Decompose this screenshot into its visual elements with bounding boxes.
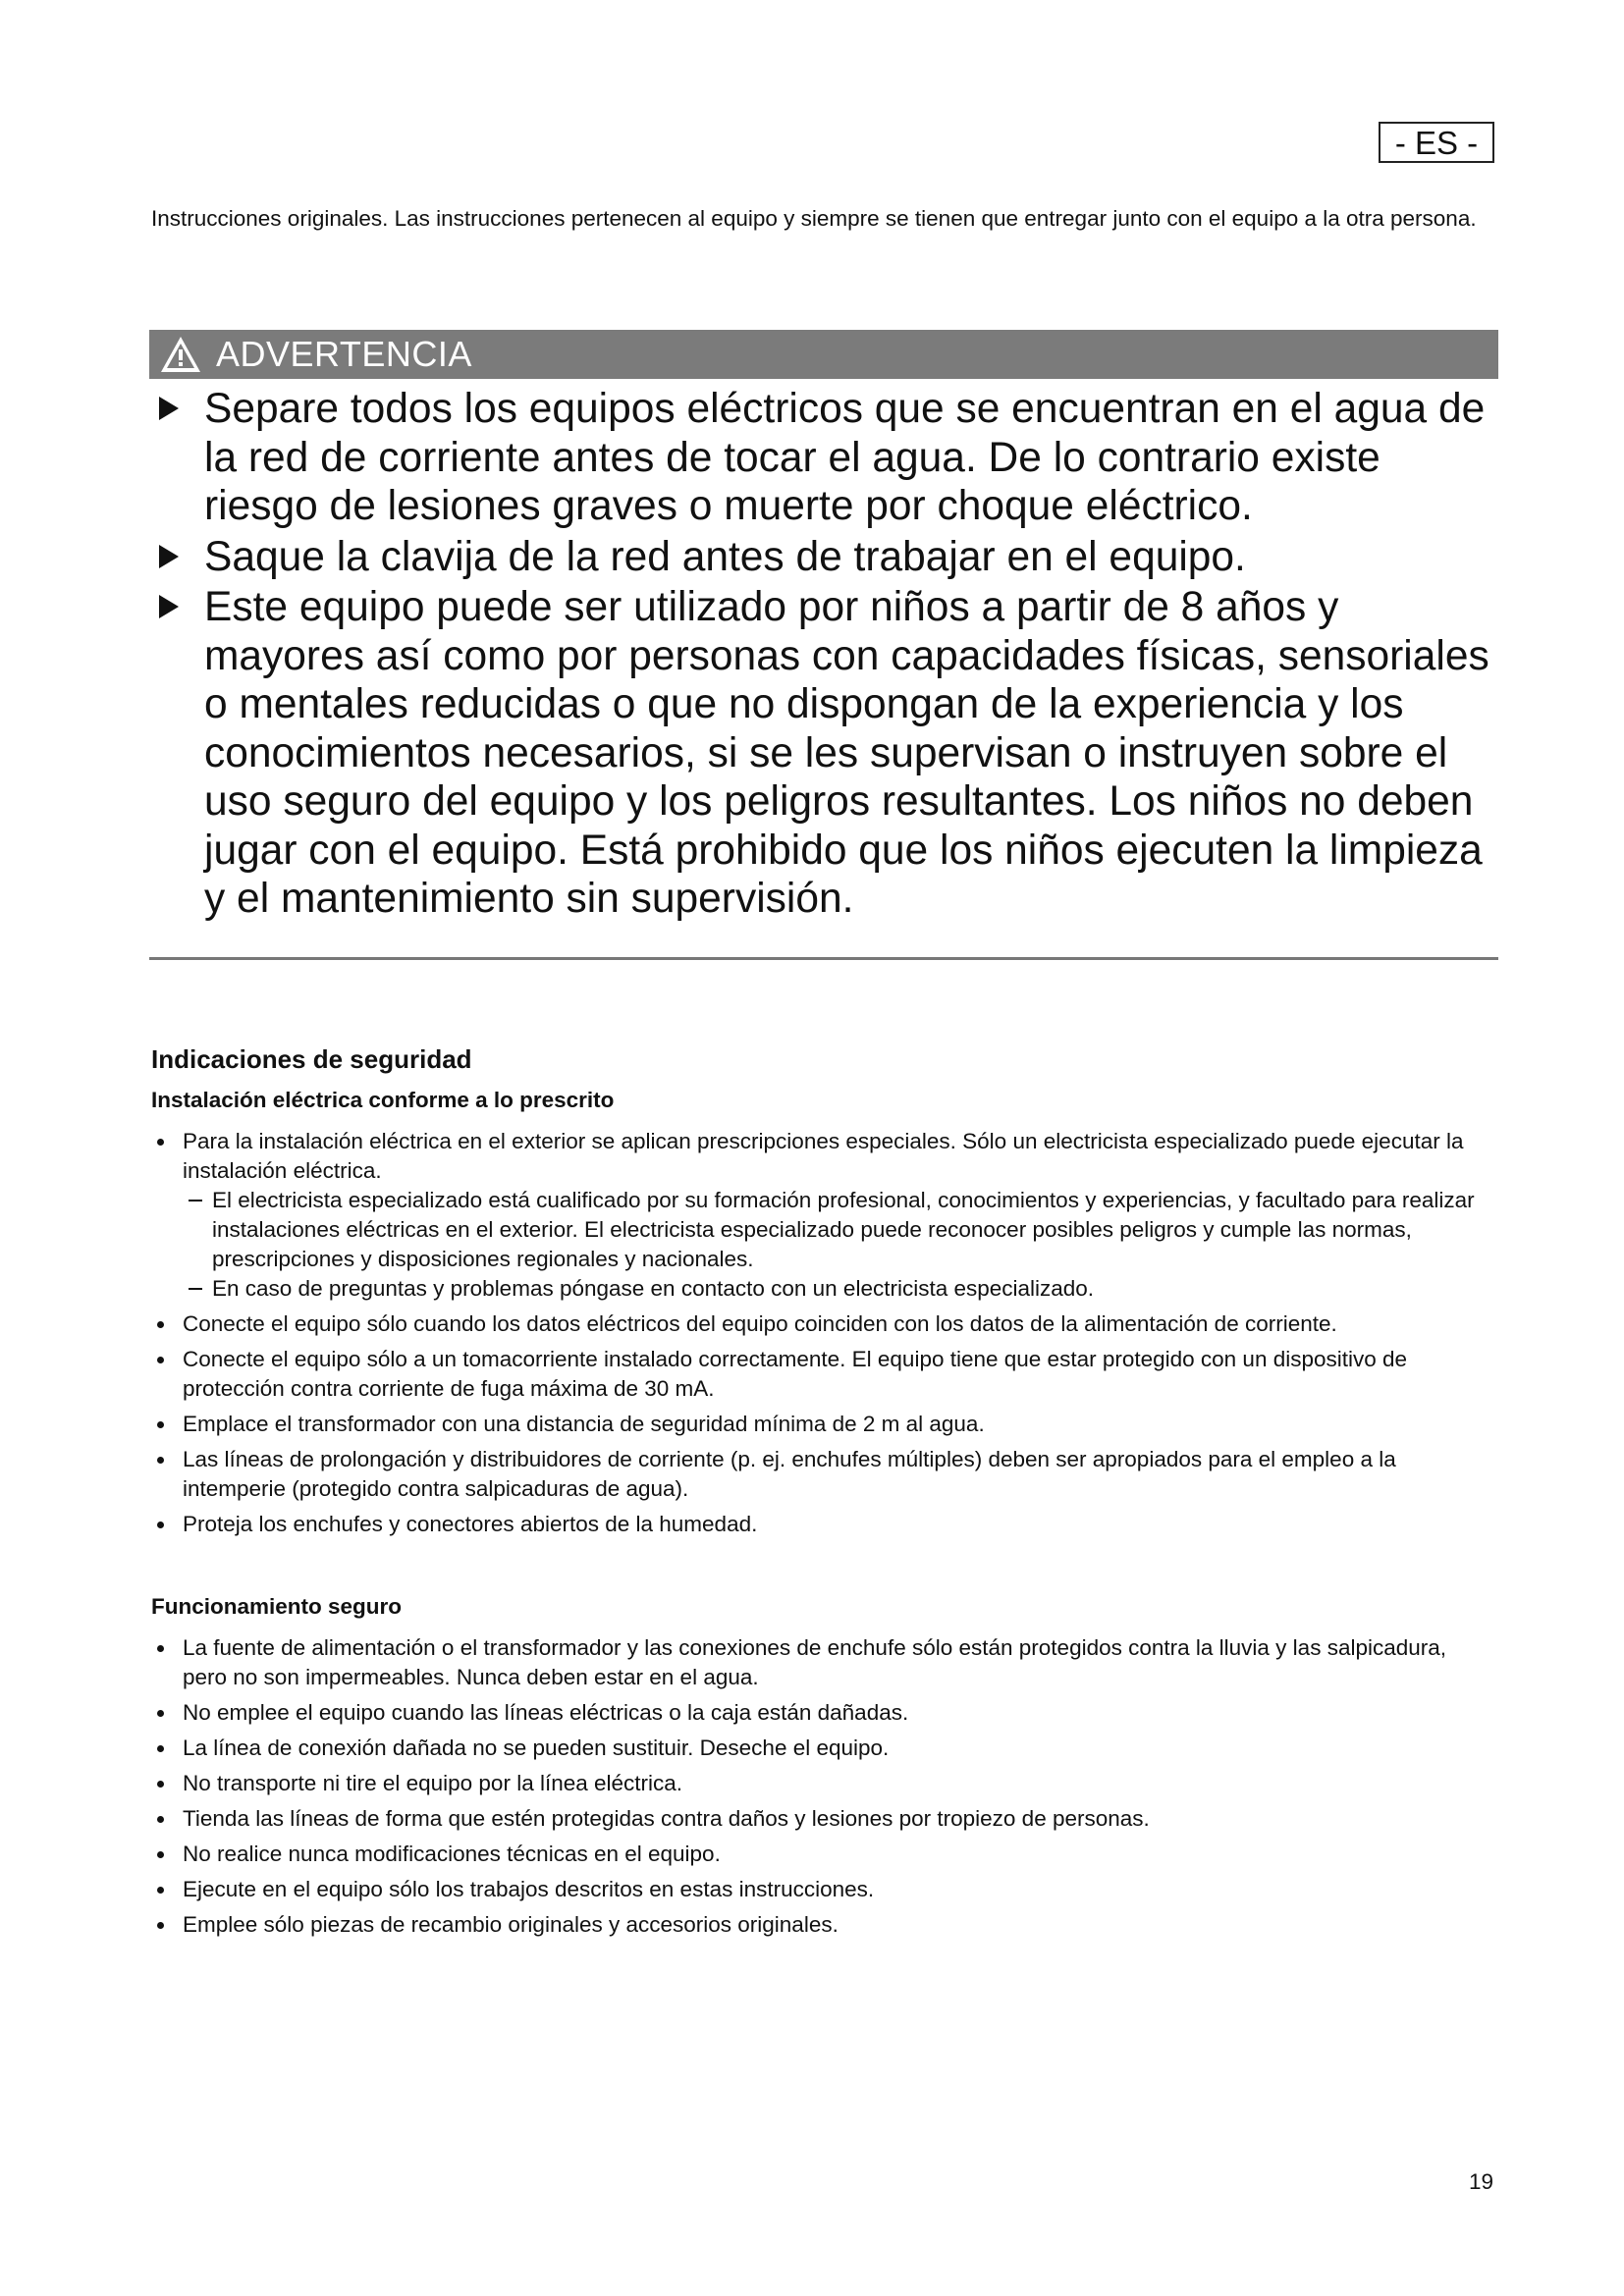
list-item (151, 1840, 1487, 1869)
list-item-text: No realice nunca modificaciones técnicas en el equipo. (183, 1842, 721, 1866)
list-item (151, 1875, 1487, 1904)
warning-item (157, 583, 1502, 924)
arrow-right-icon (159, 545, 179, 568)
dash-icon (189, 1200, 202, 1201)
section-heading: Indicaciones de seguridad (151, 1044, 472, 1074)
bullet-icon (157, 1357, 164, 1363)
bullet-icon (157, 1457, 164, 1464)
warning-triangle-icon (159, 335, 202, 374)
list-item (151, 1698, 1487, 1728)
bullet-icon (157, 1710, 164, 1717)
bullet-icon (157, 1922, 164, 1929)
list-item (151, 1910, 1487, 1940)
list-item-text: Proteja los enchufes y conectores abiertos de la humedad. (183, 1512, 758, 1536)
list-item (151, 1410, 1487, 1439)
list-item (151, 1309, 1487, 1339)
arrow-right-icon (159, 397, 179, 420)
list-item-text: Las líneas de prolongación y distribuidores de corriente (p. ej. enchufes múltiples) deben ser apropiados para el empleo a la intemperie (protegido contra salpicaduras de agua). (183, 1447, 1396, 1501)
bullet-icon (157, 1745, 164, 1752)
list-item-text: Emplee sólo piezas de recambio originales y accesorios originales. (183, 1912, 839, 1937)
warning-list (157, 385, 1502, 926)
bullet-icon (157, 1321, 164, 1328)
bullet-icon (157, 1781, 164, 1788)
language-badge: - ES - (1379, 122, 1494, 163)
subsection-heading-operation: Funcionamiento seguro (151, 1594, 403, 1619)
arrow-right-icon (159, 595, 179, 618)
list-item (151, 1633, 1487, 1692)
bullet-icon (157, 1139, 164, 1146)
warning-divider (149, 957, 1498, 960)
list-item (151, 1345, 1487, 1404)
bullet-icon (157, 1816, 164, 1823)
list-item (151, 1127, 1487, 1304)
list-item (151, 1804, 1487, 1834)
intro-paragraph: Instrucciones originales. Las instrucciones pertenecen al equipo y siempre se tienen que entregar junto con el equipo a la otra persona. (151, 206, 1477, 231)
list-item-text: Conecte el equipo sólo a un tomacorriente instalado correctamente. El equipo tiene que estar protegido con un dispositivo de protección contra corriente de fuga máxima de 30 mA. (183, 1347, 1408, 1401)
list-item (151, 1769, 1487, 1798)
warning-item (157, 533, 1502, 582)
sub-item-text: En caso de preguntas y problemas póngase en contacto con un electricista especializado. (212, 1276, 1095, 1301)
bullet-icon (157, 1645, 164, 1652)
page-number: 19 (1469, 2169, 1494, 2194)
list-item-text: No emplee el equipo cuando las líneas eléctricas o la caja están dañadas. (183, 1700, 909, 1725)
warning-title: ADVERTENCIA (216, 334, 472, 374)
warning-item-text: Saque la clavija de la red antes de trabajar en el equipo. (204, 533, 1246, 580)
list-item-text: Tienda las líneas de forma que estén protegidas contra daños y lesiones por tropiezo de personas. (183, 1806, 1150, 1831)
sub-list-item (183, 1186, 1487, 1274)
dash-icon (189, 1288, 202, 1290)
bullet-icon (157, 1851, 164, 1858)
sub-list-item (183, 1274, 1487, 1304)
bullet-icon (157, 1421, 164, 1428)
subsection-heading-electrical: Instalación eléctrica conforme a lo prescrito (151, 1088, 615, 1112)
list-item (151, 1734, 1487, 1763)
list-item (151, 1510, 1487, 1539)
warning-item (157, 385, 1502, 531)
warning-item-text: Separe todos los equipos eléctricos que se encuentran en el agua de la red de corriente antes de tocar el agua. De lo contrario existe riesgo de lesiones graves o muerte por choque eléctrico. (204, 386, 1486, 529)
list-item (151, 1445, 1487, 1504)
list-item-text: Para la instalación eléctrica en el exterior se aplican prescripciones especiales. Sólo un electricista especializado puede ejecutar la instalación eléctrica. (183, 1129, 1464, 1183)
sub-item-text: El electricista especializado está cualificado por su formación profesional, conocimientos y experiencias, y facultado para realizar instalaciones eléctricas en el exterior. El electricista especializado puede reconocer posibles peligros y cumple las normas, prescripciones y disposiciones regionales y nacionales. (212, 1188, 1475, 1271)
list-item-text: La línea de conexión dañada no se pueden sustituir. Deseche el equipo. (183, 1735, 890, 1760)
bullet-icon (157, 1887, 164, 1894)
electrical-list (151, 1127, 1487, 1545)
operation-list (151, 1633, 1487, 1946)
warning-header (149, 330, 1498, 379)
bullet-icon (157, 1522, 164, 1528)
warning-item-text: Este equipo puede ser utilizado por niños a partir de 8 años y mayores así como por personas con capacidades físicas, sensoriales o mentales reducidas o que no dispongan de la experiencia y los conocimientos necesarios, si se les supervisan o instruyen sobre el uso seguro del equipo y los peligros resultantes. Los niños no deben jugar con el equipo. Está prohibido que los niños ejecuten la limpieza y el mantenimiento sin supervisión. (204, 584, 1489, 922)
list-item-text: Conecte el equipo sólo cuando los datos eléctricos del equipo coinciden con los datos de la alimentación de corriente. (183, 1311, 1337, 1336)
list-item-text: No transporte ni tire el equipo por la línea eléctrica. (183, 1771, 683, 1795)
list-item-text: La fuente de alimentación o el transformador y las conexiones de enchufe sólo están protegidos contra la lluvia y las salpicadura, pero no son impermeables. Nunca deben estar en el agua. (183, 1635, 1447, 1689)
sub-list (183, 1186, 1487, 1304)
list-item-text: Emplace el transformador con una distancia de seguridad mínima de 2 m al agua. (183, 1412, 985, 1436)
list-item-text: Ejecute en el equipo sólo los trabajos descritos en estas instrucciones. (183, 1877, 875, 1901)
